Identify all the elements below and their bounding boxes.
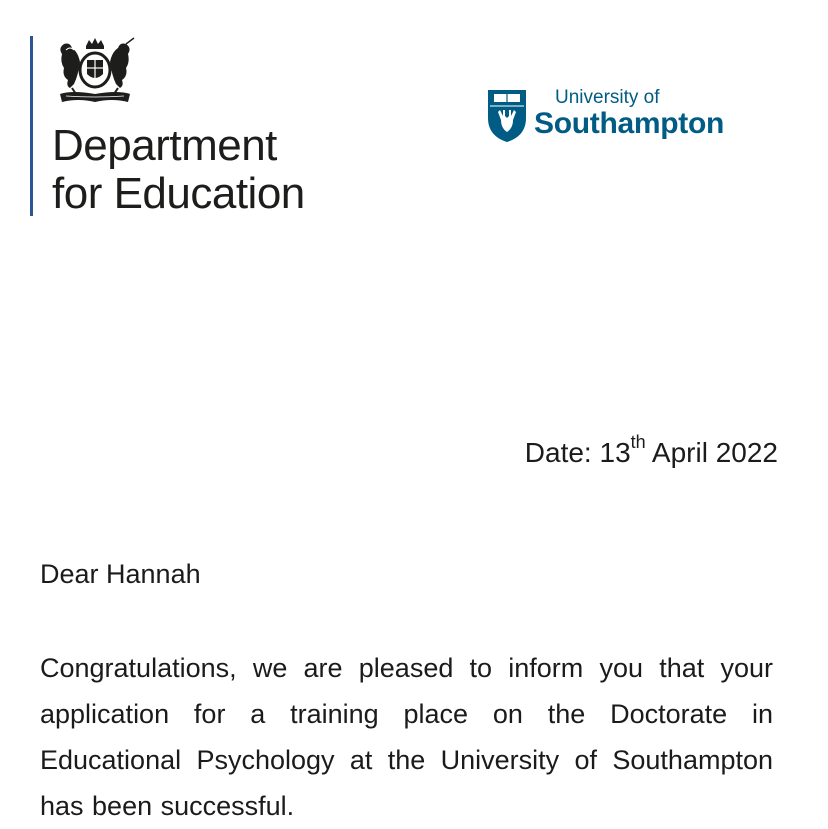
dfe-name-line2: for Education (52, 169, 305, 218)
dfe-name-line1: Department (52, 121, 277, 170)
royal-crest-icon (52, 36, 138, 110)
dfe-name (52, 122, 305, 218)
letter-date (525, 433, 778, 473)
date-rest: April 2022 (651, 437, 778, 468)
dfe-logo (30, 36, 360, 218)
date-suffix: th (630, 431, 646, 452)
date-day: 13 (599, 437, 631, 468)
uos-line2: Southampton (534, 107, 725, 140)
uos-line1: University of (555, 87, 660, 108)
salutation: Dear Hannah (40, 559, 201, 589)
university-shield-icon (486, 88, 528, 144)
dfe-accent-bar (30, 36, 33, 216)
uos-logo (486, 88, 766, 148)
body-paragraph: Congratulations, we are pleased to inform you that your application for a training place on the Doctorate in Educational Psychology at the University of Southampton has been successful. (40, 653, 773, 821)
date-label: Date: (524, 437, 592, 468)
uos-wordmark (534, 88, 724, 140)
